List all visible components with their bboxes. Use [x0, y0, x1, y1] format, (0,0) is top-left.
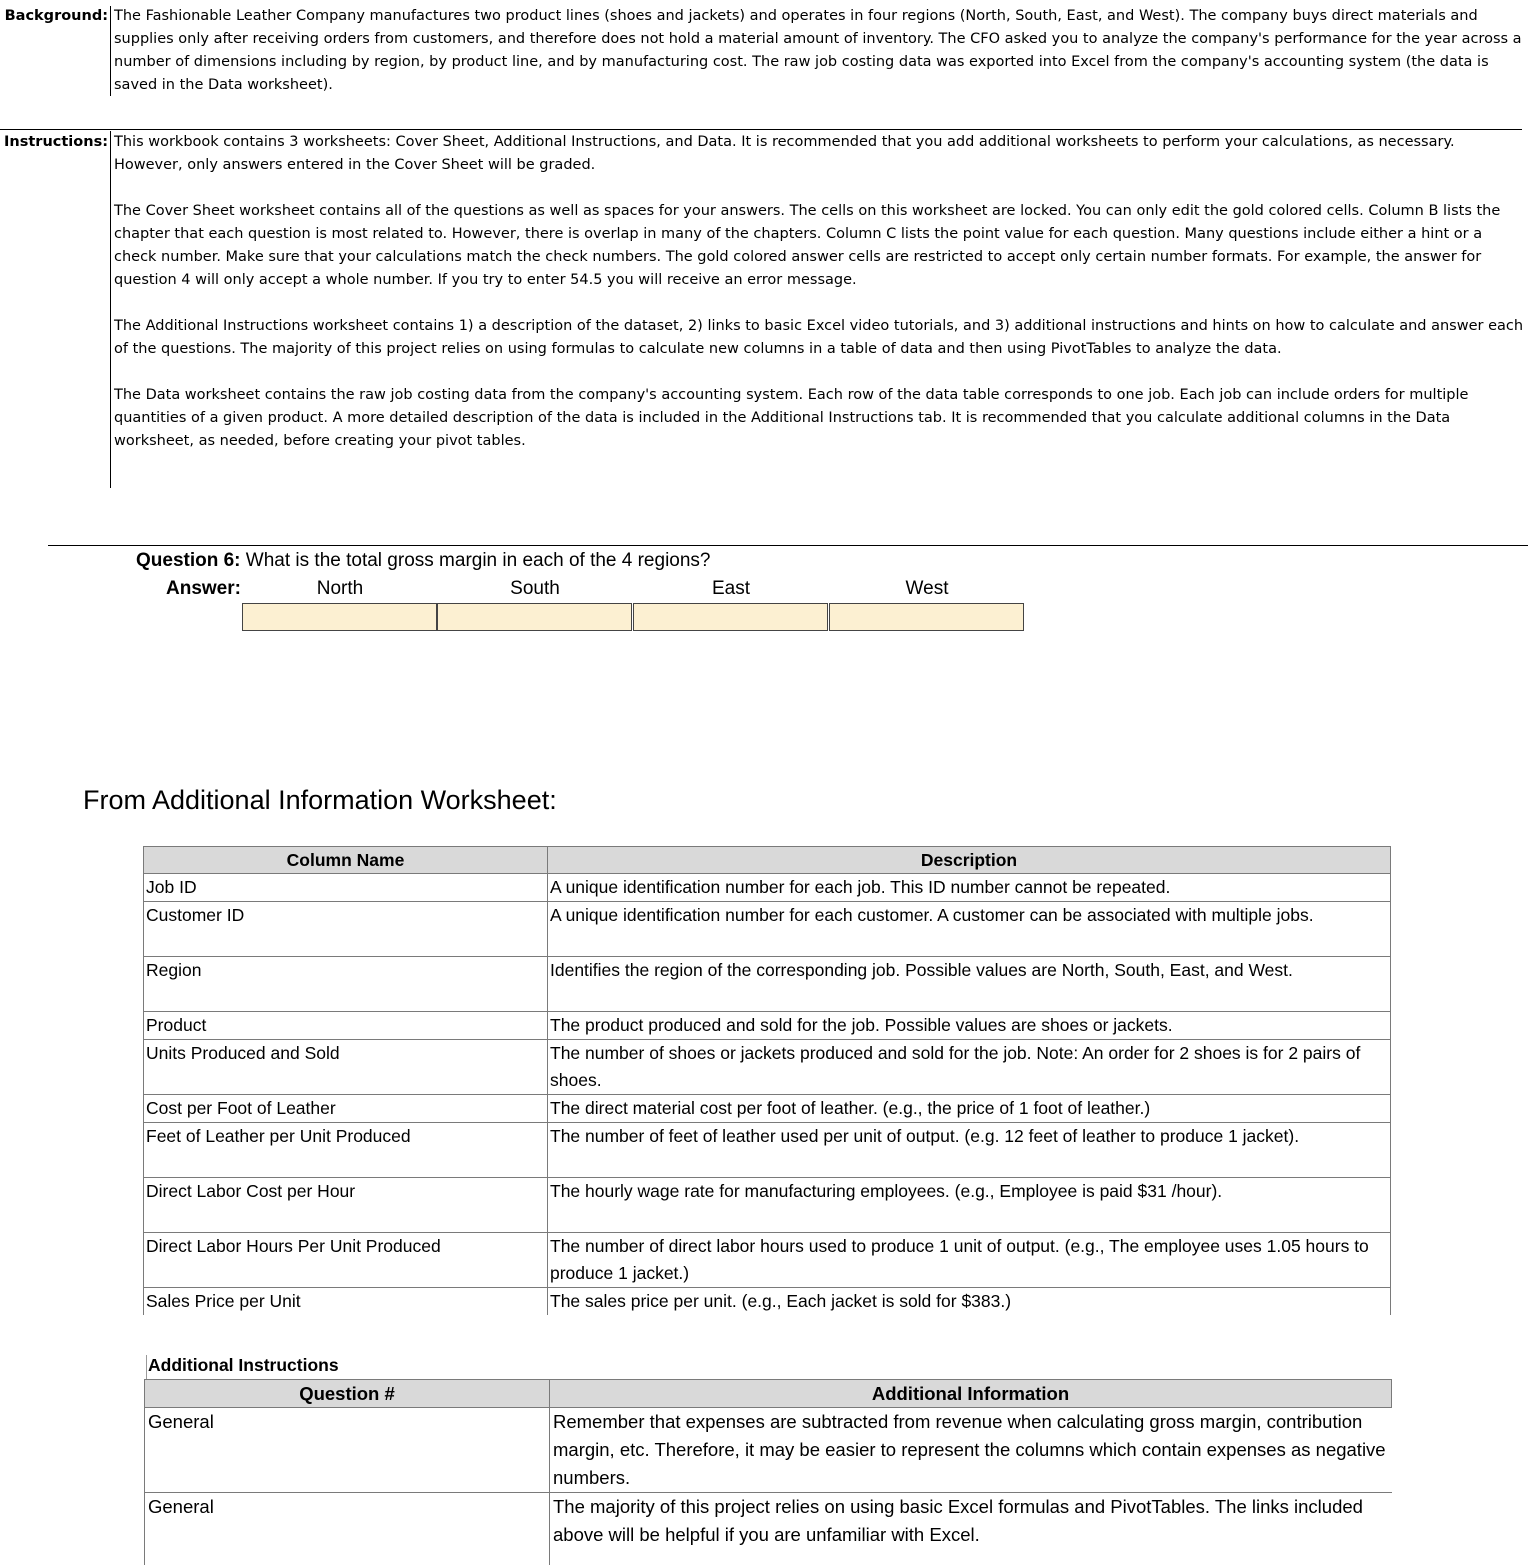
instructions-divider [110, 131, 111, 488]
table-row [145, 1493, 1392, 1565]
column-desc-cell: The product produced and sold for the job. Possible values are shoes or jackets. [548, 1012, 1391, 1040]
column-desc-cell: Identifies the region of the corresponding job. Possible values are North, South, East, and West. [548, 957, 1391, 1012]
column-desc-cell: The number of shoes or jackets produced and sold for the job. Note: An order for 2 shoes is for 2 pairs of shoes. [548, 1040, 1391, 1095]
table-row [144, 1040, 1391, 1095]
column-name-cell: Sales Price per Unit [144, 1288, 548, 1316]
region-header-west: West [905, 578, 949, 599]
question-number-header: Question # [145, 1380, 550, 1408]
additional-info-title: From Additional Information Worksheet: [83, 785, 557, 815]
instructions-label: Instructions: [4, 134, 108, 150]
table-row [144, 1178, 1391, 1233]
additional-information-cell: The majority of this project relies on using basic Excel formulas and PivotTables. The links included above will be helpful if you are unfamiliar with Excel. [550, 1493, 1392, 1565]
instructions-text [114, 131, 1524, 453]
table-row [144, 1123, 1391, 1178]
column-header-name: Column Name [144, 847, 548, 874]
background-label: Background: [4, 8, 108, 24]
question-number-cell: General [145, 1408, 550, 1493]
table-row [144, 874, 1391, 902]
column-name-cell: Feet of Leather per Unit Produced [144, 1123, 548, 1178]
question-separator [48, 545, 1528, 546]
column-desc-cell: A unique identification number for each job. This ID number cannot be repeated. [548, 874, 1391, 902]
column-desc-cell: The hourly wage rate for manufacturing employees. (e.g., Employee is paid $31 /hour). [548, 1178, 1391, 1233]
column-name-cell: Units Produced and Sold [144, 1040, 548, 1095]
question-6 [136, 550, 711, 572]
column-name-cell: Job ID [144, 874, 548, 902]
question-6-label: Question 6: [136, 550, 241, 571]
column-header-description: Description [548, 847, 1391, 874]
region-header-south: South [510, 578, 560, 599]
additional-instructions-title: Additional Instructions [148, 1355, 339, 1375]
instructions-paragraph: The Cover Sheet worksheet contains all of the questions as well as spaces for your answers. The cells on this worksheet are locked. You can only edit the gold colored cells. Column B lists the chapter that each question is most related to. However, there is overlap in many of the chapters. Column C lists the point value for each question. Many questions include either a hint or a check number. Make sure that your calculations match the check numbers. The gold colored answer cells are restricted to accept only certain number formats. For example, the answer for question 4 will only accept a whole number. If you try to enter 54.5 you will receive an error message. [114, 203, 1501, 288]
table-row [144, 957, 1391, 1012]
answer-label: Answer: [166, 578, 241, 599]
table-row [144, 902, 1391, 957]
instructions-paragraph: The Data worksheet contains the raw job costing data from the company's accounting system. Each row of the data table corresponds to one job. Each job can include orders for multiple quantities of a given product. A more detailed description of the data is included in the Additional Instructions tab. It is recommended that you calculate additional columns in the Data worksheet, as needed, before creating your pivot tables. [114, 387, 1469, 449]
table-row [145, 1408, 1392, 1493]
column-desc-cell: The number of feet of leather used per unit of output. (e.g. 12 feet of leather to produce 1 jacket). [548, 1123, 1391, 1178]
region-header-east: East [711, 578, 751, 599]
table-row [144, 1012, 1391, 1040]
answer-cell-west[interactable] [829, 603, 1024, 631]
answer-cell-south[interactable] [437, 603, 632, 631]
instructions-paragraph: The Additional Instructions worksheet contains 1) a description of the dataset, 2) links to basic Excel video tutorials, and 3) additional instructions and hints on how to calculate and answer each of the questions. The majority of this project relies on using formulas to calculate new columns in a table of data and then using PivotTables to analyze the data. [114, 318, 1524, 357]
background-divider [110, 6, 111, 96]
column-desc-cell: The sales price per unit. (e.g., Each jacket is sold for $383.) [548, 1288, 1391, 1316]
column-name-cell: Customer ID [144, 902, 548, 957]
column-name-cell: Product [144, 1012, 548, 1040]
table-row [144, 1095, 1391, 1123]
additional-instructions-divider [146, 1355, 147, 1379]
column-name-cell: Region [144, 957, 548, 1012]
answer-cell-north[interactable] [242, 603, 437, 631]
column-description-table [143, 846, 1391, 1315]
question-6-text: What is the total gross margin in each of the 4 regions? [245, 550, 711, 571]
column-name-cell: Cost per Foot of Leather [144, 1095, 548, 1123]
additional-information-header: Additional Information [550, 1380, 1392, 1408]
instructions-paragraph: This workbook contains 3 worksheets: Cover Sheet, Additional Instructions, and Data. It is recommended that you add additional worksheets to perform your calculations, as necessary. However, only answers entered in the Cover Sheet will be graded. [114, 134, 1455, 173]
section-separator [0, 129, 1522, 130]
column-desc-cell: The direct material cost per foot of leather. (e.g., the price of 1 foot of leather.) [548, 1095, 1391, 1123]
column-name-cell: Direct Labor Hours Per Unit Produced [144, 1233, 548, 1288]
table-row [144, 1288, 1391, 1316]
background-text: The Fashionable Leather Company manufactures two product lines (shoes and jackets) and operates in four regions (North, South, East, and West). The company buys direct materials and supplies only after receiving orders from customers, and therefore does not hold a material amount of inventory. The CFO asked you to analyze the company's performance for the year across a number of dimensions including by region, by product line, and by manufacturing cost. The raw job costing data was exported into Excel from the company's accounting system (the data is saved in the Data worksheet). [114, 8, 1522, 93]
column-name-cell: Direct Labor Cost per Hour [144, 1178, 548, 1233]
answer-cell-east[interactable] [633, 603, 828, 631]
question-number-cell: General [145, 1493, 550, 1565]
additional-instructions-table [144, 1379, 1392, 1565]
region-header-north: North [316, 578, 364, 599]
column-desc-cell: A unique identification number for each customer. A customer can be associated with multiple jobs. [548, 902, 1391, 957]
table-row [144, 1233, 1391, 1288]
additional-information-cell: Remember that expenses are subtracted from revenue when calculating gross margin, contribution margin, etc. Therefore, it may be easier to represent the columns which contain expenses as negative numbers. [550, 1408, 1392, 1493]
column-desc-cell: The number of direct labor hours used to produce 1 unit of output. (e.g., The employee uses 1.05 hours to produce 1 jacket.) [548, 1233, 1391, 1288]
